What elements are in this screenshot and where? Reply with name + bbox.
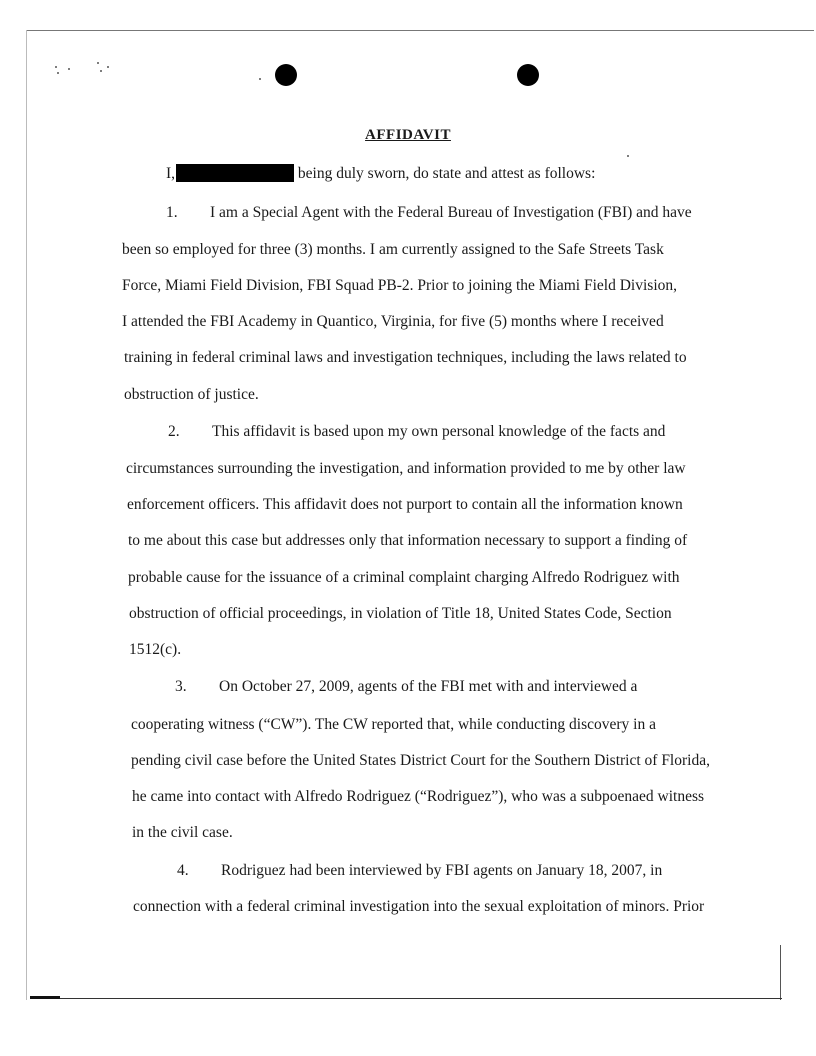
intro-line [166,164,595,183]
scan-speck [259,78,261,80]
scan-speck [107,66,109,68]
paragraph-line: pending civil case before the United States District Court for the Southern District of Florida, [131,752,710,769]
paragraph-line: been so employed for three (3) months. I am currently assigned to the Safe Streets Task [122,241,664,258]
page-border-bottom-mark [30,996,60,999]
paragraph-3-first-line [175,678,637,696]
paragraph-number: 1. [166,204,178,221]
paragraph-line: in the civil case. [132,824,233,841]
intro-text: being duly sworn, do state and attest as follows: [297,165,596,182]
scan-speck [55,66,57,68]
paragraph-line: connection with a federal criminal investigation into the sexual exploitation of minors. Prior [133,898,705,915]
paragraph-line: 1512(c). [129,641,182,658]
paragraph-line: obstruction of justice. [124,386,259,403]
paragraph-line: Rodriguez had been interviewed by FBI agents on January 18, 2007, in [221,862,663,879]
paragraph-number: 2. [168,423,180,440]
redaction-block [176,164,294,182]
paragraph-line: circumstances surrounding the investigation, and information provided to me by other law [126,460,686,477]
page-border-bottom [30,998,782,999]
page-border-left [26,30,27,1000]
paragraph-line: On October 27, 2009, agents of the FBI met with and interviewed a [219,678,638,695]
paragraph-2-first-line [168,423,665,441]
scan-speck [68,68,70,70]
page-border-right [780,945,781,1000]
paragraph-line: This affidavit is based upon my own personal knowledge of the facts and [212,423,666,440]
paragraph-line: training in federal criminal laws and investigation techniques, including the laws related to [124,349,687,366]
scan-speck [57,72,59,74]
paragraph-line: cooperating witness (“CW”). The CW reported that, while conducting discovery in a [131,716,656,733]
paragraph-line: Force, Miami Field Division, FBI Squad PB-2. Prior to joining the Miami Field Division, [122,277,677,294]
intro-prefix: I, [166,165,176,182]
paragraph-number: 3. [175,678,187,695]
page-border-top [26,30,814,31]
paragraph-line: I attended the FBI Academy in Quantico, Virginia, for five (5) months where I received [122,313,664,330]
paragraph-4-first-line [177,862,662,880]
scan-speck [627,155,629,157]
paragraph-line: probable cause for the issuance of a criminal complaint charging Alfredo Rodriguez with [128,569,680,586]
paragraph-1-first-line [166,204,692,222]
scan-speck [100,70,102,72]
paragraph-line: I am a Special Agent with the Federal Bureau of Investigation (FBI) and have [210,204,692,221]
paragraph-line: obstruction of official proceedings, in violation of Title 18, United States Code, Section [129,605,672,622]
paragraph-number: 4. [177,862,189,879]
paragraph-line: to me about this case but addresses only that information necessary to support a finding of [128,532,688,549]
document-title: AFFIDAVIT [365,127,451,143]
paragraph-line: he came into contact with Alfredo Rodriguez (“Rodriguez”), who was a subpoenaed witness [132,788,705,805]
scan-speck [97,62,99,64]
punch-hole-right [517,64,539,86]
paragraph-line: enforcement officers. This affidavit does not purport to contain all the information known [127,496,683,513]
punch-hole-left [275,64,297,86]
